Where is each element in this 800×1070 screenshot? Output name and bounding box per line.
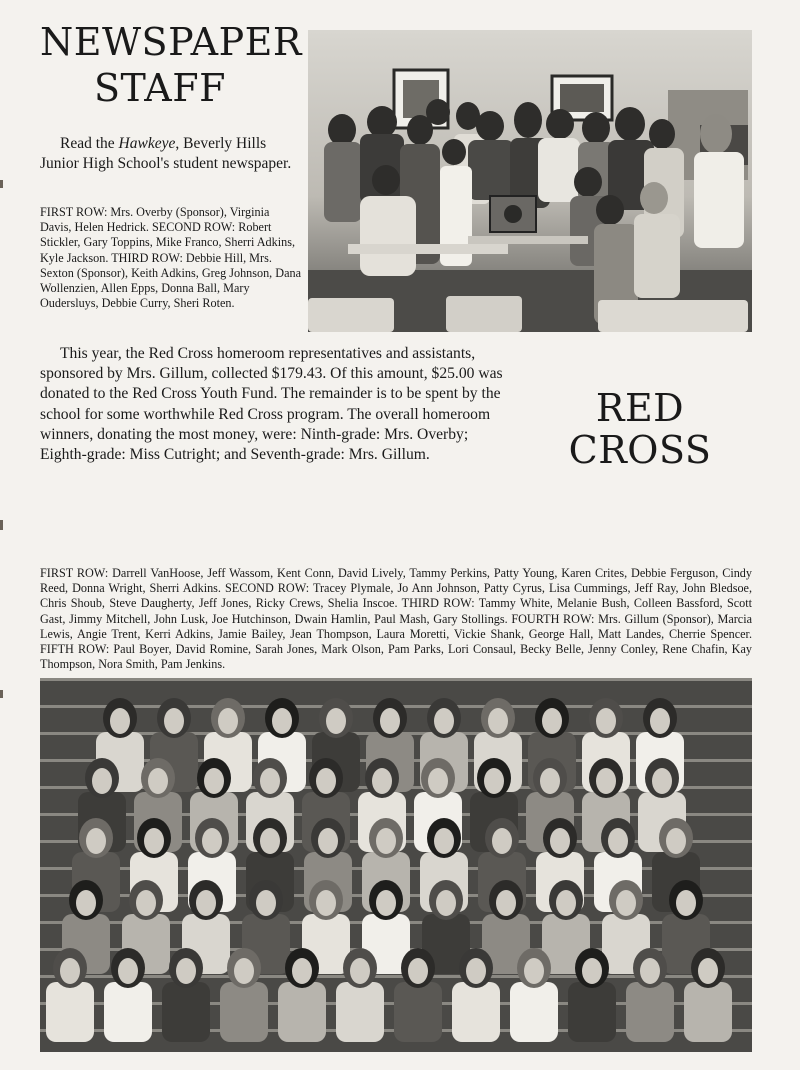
newspaper-staff-caption: FIRST ROW: Mrs. Overby (Sponsor), Virginia Davis, Helen Hedrick. SECOND ROW: Robert Stickler, Gary Toppins, Mike Franco, Sherri Adkins, Kyle Jackson. THIRD ROW: Debbie Hill, Mrs. Sexton (Sponsor), Keith Adkins, Greg Johnson, Dana Wollenzien, Allen Epps, Donna Ball, Mary Oudersluys, Debbie Curry, Sheri Roten. [40, 205, 301, 311]
newspaper-title-line1: NEWSPAPER [40, 20, 303, 64]
redcross-title: RED CROSS [568, 386, 712, 472]
newspaper-staff-title [40, 20, 303, 114]
newspaper-title-line2: STAFF [94, 65, 226, 110]
redcross-paragraph: This year, the Red Cross homeroom representatives and assistants, sponsored by Mrs. Gillum, collected $179.43. Of this amount, $25.00 was donated to the Red Cross Youth Fund. The remainder is to be spent by the school for some worthwhile Red Cross program. The overall homeroom winners, donating the most money, were: Ninth-grade: Mrs. Overby; Eighth-grade: Miss Cutright; and Seventh-grade: Mrs. Gillum. [40, 345, 503, 464]
newspaper-staff-photo [308, 30, 752, 332]
binding-mark [0, 520, 3, 530]
binding-mark [0, 690, 3, 698]
intro-text-end: , Beverly Hills Junior High School's student newspaper. [40, 135, 292, 172]
redcross-group-photo [40, 678, 752, 1052]
group-photo-image [40, 678, 752, 1052]
staff-photo-image [308, 30, 752, 332]
newspaper-intro [40, 134, 302, 174]
binding-mark [0, 180, 3, 188]
redcross-caption: FIRST ROW: Darrell VanHoose, Jeff Wassom, Kent Conn, David Lively, Tammy Perkins, Patty Young, Karen Crites, Debbie Ferguson, Cindy Reed, Donna Wright, Sherri Adkins. SECOND ROW: Tracey Plymale, Jo Ann Johnson, Patty Cyrus, Lisa Cummings, Jeff Ray, John Bledsoe, Chris Shoub, Steve Daugherty, Jeff Jones, Ricky Crews, Shelia Inscoe. THIRD ROW: Tammy White, Melanie Bush, Colleen Bassford, Scott Gast, Jimmy Mitchell, John Lusk, Joe Hutchinson, Dwain Hamlin, Paul Mash, Gary Stollings. FOURTH ROW: Mrs. Gillum (Sponsor), Marcia Lewis, Angie Trent, Kerri Adkins, Jamie Bailey, Jean Thompson, Laura Moretti, Vickie Shank, George Hall, Matt Landes, Cherrie Spencer. FIFTH ROW: Paul Boyer, David Romine, Sarah Jones, Mark Olson, Pam Parks, Lori Consaul, Becky Belle, Jenny Conley, Rene Chafin, Kay Thompson, Nora Smith, Pam Jenkins. [40, 566, 752, 672]
intro-text-start: Read the [60, 135, 119, 152]
newspaper-name: Hawkeye [118, 135, 176, 152]
